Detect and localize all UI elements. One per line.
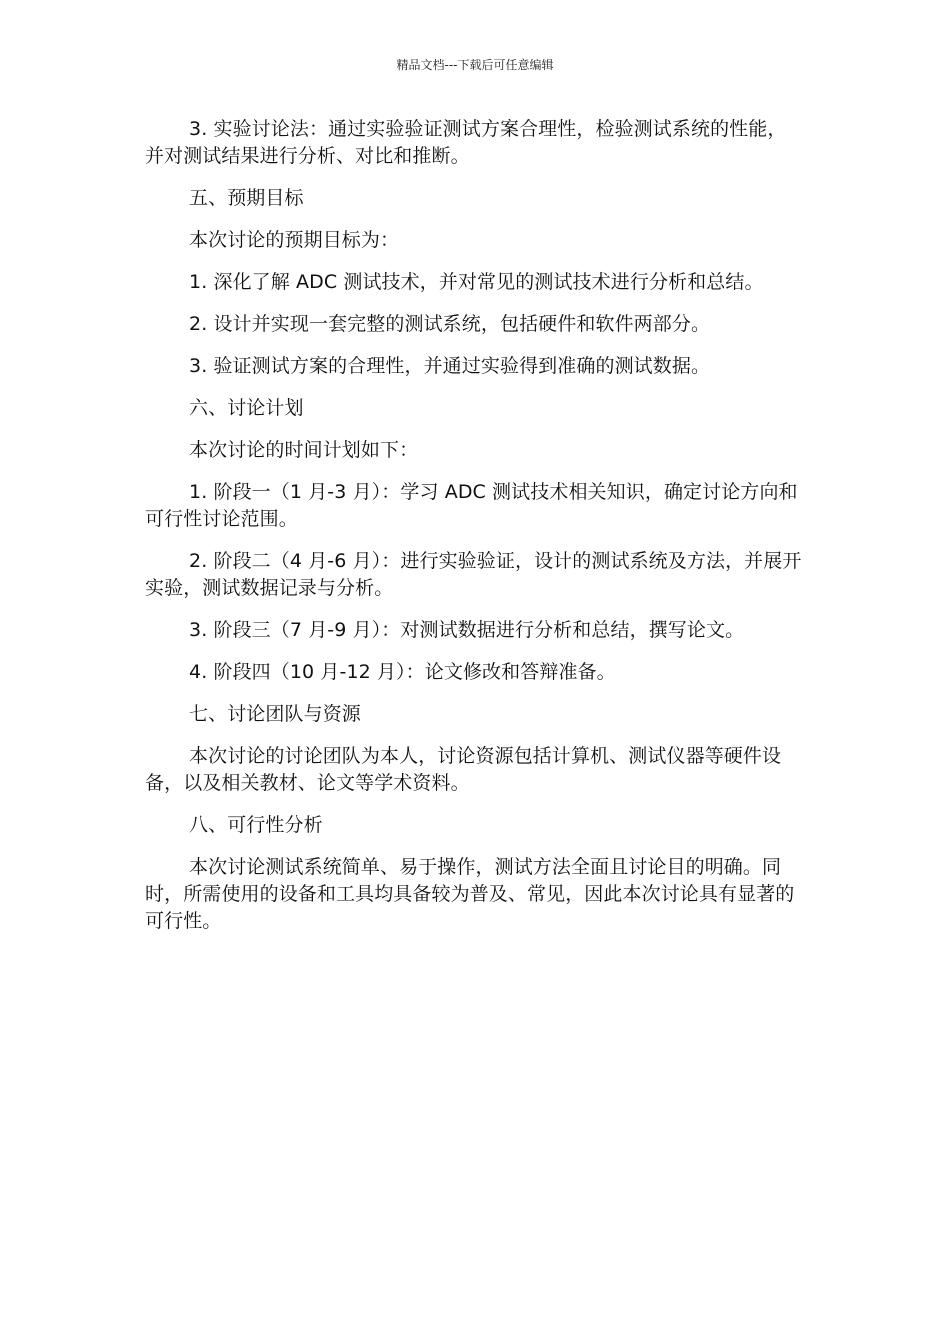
page-header: 精品文档---下载后可任意编辑 <box>396 58 554 72</box>
plan-stage-4: 4. 阶段四（10 月-12 月）：论文修改和答辩准备。 <box>189 661 616 683</box>
method-item-3: 3. 实验讨论法：通过实验验证测试方案合理性，检验测试系统的性能，并对测试结果进行分析、对比和推断。 <box>145 118 787 167</box>
plan-stage-3: 3. 阶段三（7 月-9 月）：对测试数据进行分析和总结，撰写论文。 <box>189 619 745 641</box>
document-body <box>145 116 805 950</box>
goal-item-2: 2. 设计并实现一套完整的测试系统，包括硬件和软件两部分。 <box>189 313 711 335</box>
plan-stage-1: 1. 阶段一（1 月-3 月）：学习 ADC 测试技术相关知识，确定讨论方向和可行性讨论范围。 <box>145 481 798 530</box>
section-heading-plan: 六、讨论计划 <box>189 397 304 419</box>
goal-item-1: 1. 深化了解 ADC 测试技术，并对常见的测试技术进行分析和总结。 <box>189 271 764 293</box>
goals-intro: 本次讨论的预期目标为： <box>189 229 400 251</box>
team-resources-text: 本次讨论的讨论团队为本人，讨论资源包括计算机、测试仪器等硬件设备，以及相关教材、论文等学术资料。 <box>145 745 782 794</box>
section-heading-team: 七、讨论团队与资源 <box>189 703 361 725</box>
feasibility-text: 本次讨论测试系统简单、易于操作，测试方法全面且讨论目的明确。同时，所需使用的设备和工具均具备较为普及、常见，因此本次讨论具有显著的可行性。 <box>145 856 795 932</box>
section-heading-feasibility: 八、可行性分析 <box>189 814 323 836</box>
section-heading-expected-goals: 五、预期目标 <box>189 187 304 209</box>
plan-stage-2: 2. 阶段二（4 月-6 月）：进行实验验证，设计的测试系统及方法，并展开实验，测试数据记录与分析。 <box>145 550 802 599</box>
plan-intro: 本次讨论的时间计划如下： <box>189 439 419 461</box>
goal-item-3: 3. 验证测试方案的合理性，并通过实验得到准确的测试数据。 <box>189 355 711 377</box>
